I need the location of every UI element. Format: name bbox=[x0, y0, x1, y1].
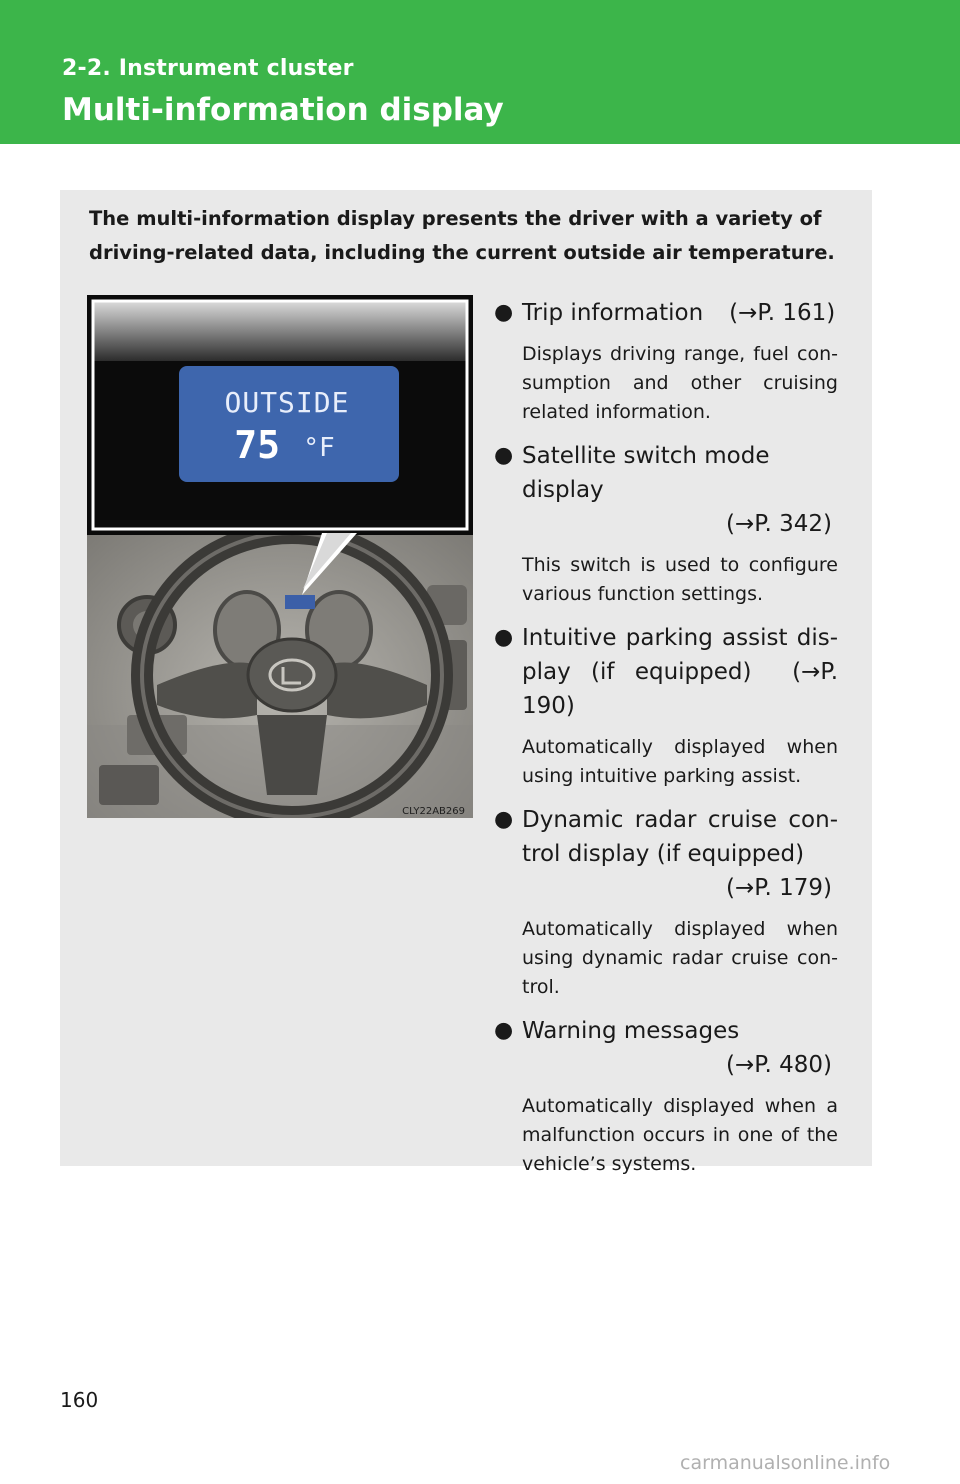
bullet-icon: ● bbox=[494, 625, 514, 650]
intro-paragraph: The multi-information display presents the driver with a variety of driving-related data, including the current outside air temperature. bbox=[89, 207, 835, 264]
item-title: ● Trip information (→P. 161) bbox=[494, 296, 838, 330]
page-reference: (→P. 161) bbox=[729, 300, 836, 326]
page-number: 160 bbox=[60, 1388, 99, 1412]
item-description: Automatically displayed when a malfunction occurs in one of the vehicle’s systems. bbox=[522, 1095, 838, 1175]
item-title: ● Intuitive parking assist dis-play (if equipped) (→P. 190) bbox=[494, 621, 838, 723]
page-reference: (→P. 190) bbox=[522, 659, 839, 719]
steering-hub bbox=[248, 639, 336, 711]
list-item bbox=[494, 296, 838, 427]
page-reference: (→P. 342) bbox=[725, 511, 832, 537]
bullet-icon: ● bbox=[494, 807, 514, 832]
item-title: ● Dynamic radar cruise con-trol display (if equipped) (→P. 179) bbox=[494, 803, 838, 905]
list-item bbox=[494, 803, 838, 1002]
bullet-icon: ● bbox=[494, 1018, 514, 1043]
item-title: ● Warning messages (→P. 480) bbox=[494, 1014, 838, 1082]
screen-outside-label: OUTSIDE bbox=[224, 386, 350, 419]
bullet-icon: ● bbox=[494, 300, 514, 325]
page-reference: (→P. 179) bbox=[725, 875, 832, 901]
chapter-header bbox=[0, 0, 960, 144]
site-watermark: carmanualsonline.info bbox=[680, 1452, 891, 1474]
bullet-icon: ● bbox=[494, 443, 514, 468]
item-title: ● Satellite switch mode display (→P. 342) bbox=[494, 439, 838, 541]
screen-temperature: 75 bbox=[234, 423, 280, 467]
list-item bbox=[494, 1014, 838, 1179]
section-label: 2-2. Instrument cluster bbox=[62, 56, 354, 81]
list-item bbox=[494, 439, 838, 609]
item-description: Automatically displayed when using intuitive parking assist. bbox=[522, 736, 838, 787]
dashboard-illustration bbox=[87, 295, 473, 818]
item-description: This switch is used to configure various function settings. bbox=[522, 554, 838, 605]
display-location bbox=[285, 595, 315, 609]
figure-code: CLY22AB269 bbox=[402, 806, 465, 817]
page-title: Multi-information display bbox=[62, 92, 504, 128]
screen-unit: °F bbox=[303, 433, 335, 463]
lcd-screen bbox=[179, 366, 399, 482]
list-item bbox=[494, 621, 838, 791]
item-description: Displays driving range, fuel con-sumption and other cruising related information. bbox=[522, 343, 838, 423]
page-reference: (→P. 480) bbox=[725, 1052, 832, 1078]
feature-list bbox=[494, 296, 838, 1191]
item-description: Automatically displayed when using dynamic radar cruise con-trol. bbox=[522, 918, 838, 998]
